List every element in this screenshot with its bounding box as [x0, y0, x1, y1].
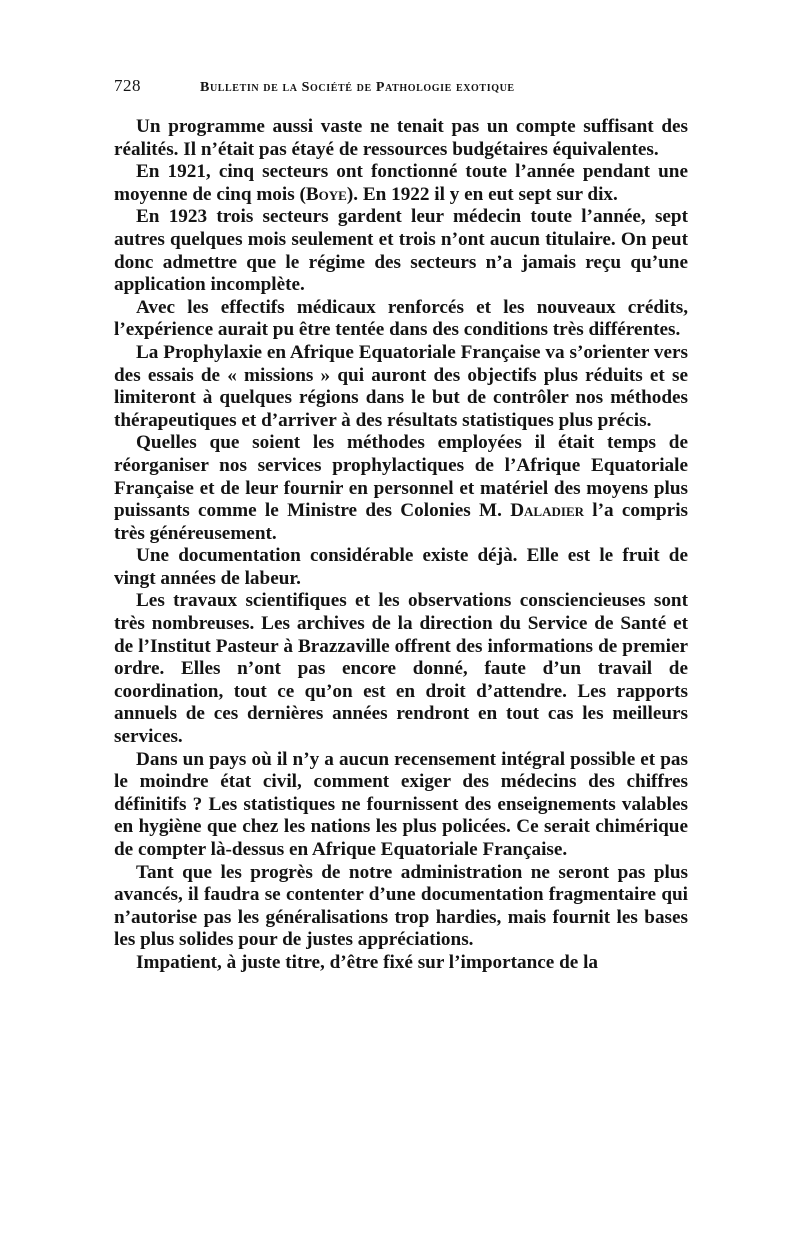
paragraph — [114, 432, 688, 545]
paragraph — [114, 161, 688, 206]
paragraph: Une documentation considérable existe déjà. Elle est le fruit de vingt années de labeur. — [114, 545, 688, 589]
paragraph: Avec les effectifs médicaux renforcés et les nouveaux crédits, l’expérience aurait pu être tentée dans des conditions très différentes. — [114, 296, 688, 341]
author-name: Boye — [305, 183, 347, 205]
paragraph-text: Quelles que soient les méthodes employées il était temps de réorganiser nos services prophylactiques de l’Afrique Equatoriale Française et de leur fournir en personnel et matériel des moyens plus puissants comme le Ministre des Colonies M. — [114, 432, 688, 522]
page — [114, 76, 688, 975]
paragraph: Tant que les progrès de notre administration ne seront pas plus avancés, il faudra se contenter d’une documentation fragmentaire qui n’autorise pas les généralisations trop hardies, mais fournit les bases les plus solides pour de justes appréciations. — [114, 861, 688, 951]
body-text — [114, 116, 688, 975]
paragraph-text: En 1921, cinq secteurs ont fonctionné toute l’année pendant une moyenne de cinq mois ( — [114, 161, 688, 205]
paragraph-text: l’a compris très généreusement. — [114, 500, 688, 544]
journal-title: Bulletin de la Société de Pathologie exotique — [200, 80, 515, 95]
running-head — [114, 76, 688, 102]
paragraph: Impatient, à juste titre, d’être fixé sur l’importance de la — [136, 951, 599, 973]
author-name: Daladier — [510, 500, 584, 522]
paragraph: Les travaux scientifiques et les observations consciencieuses sont très nombreuses. Les archives de la direction du Service de Santé et de l’Institut Pasteur à Brazzaville offrent des informations de premier ordre. Elles n’ont pas encore donné, faute d’un travail de coordination, tout ce qu’on est en droit d’attendre. Les rapports annuels de ces dernières années rendront en tout cas les meilleurs services. — [114, 590, 688, 748]
page-number: 728 — [114, 76, 141, 95]
paragraph: La Prophylaxie en Afrique Equatoriale Française va s’orienter vers des essais de « missions » qui auront des objectifs plus réduits et se limiteront à quelques régions dans le but de contrôler nos méthodes thérapeutiques et d’arriver à des résultats statistiques plus précis. — [114, 341, 688, 431]
paragraph-text: ). En 1922 il y en eut sept sur dix. — [346, 183, 618, 205]
paragraph: Un programme aussi vaste ne tenait pas un compte suffisant des réalités. Il n’était pas étayé de ressources budgétaires équivalentes. — [114, 116, 688, 160]
paragraph: En 1923 trois secteurs gardent leur médecin toute l’année, sept autres quelques mois seulement et trois n’ont aucun titulaire. On peut donc admettre que le régime des secteurs n’a jamais reçu qu’une application incomplète. — [114, 206, 688, 296]
paragraph: Dans un pays où il n’y a aucun recensement intégral possible et pas le moindre état civil, comment exiger des médecins des chiffres définitifs ? Les statistiques ne fournissent des enseignements valables en hygiène que chez les nations les plus policées. Ce serait chimérique de compter là-dessus en Afrique Equatoriale Française. — [114, 748, 688, 860]
